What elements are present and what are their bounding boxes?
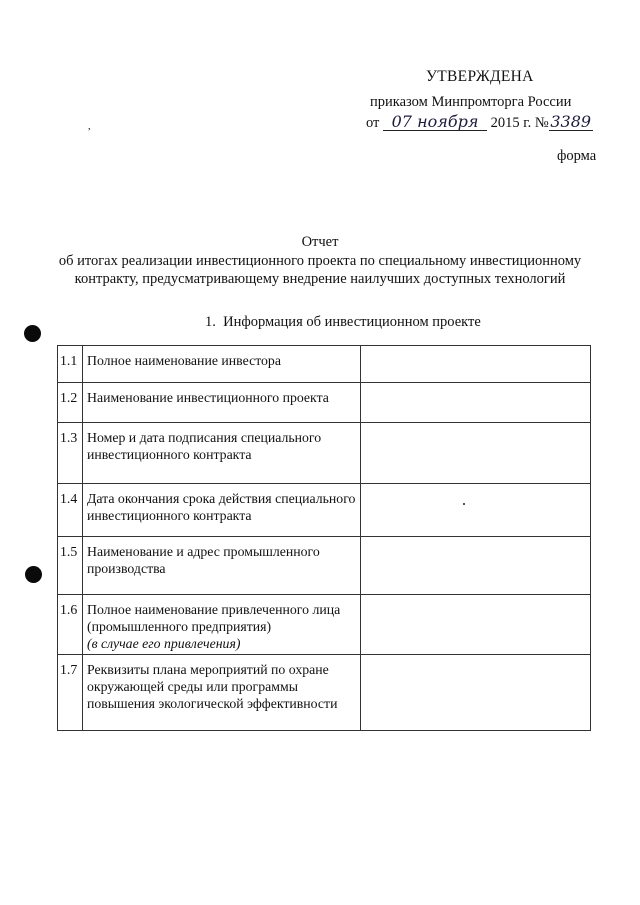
row-number: 1.5 xyxy=(58,537,83,595)
section-heading xyxy=(205,314,481,331)
row-number: 1.6 xyxy=(58,595,83,655)
date-prefix: от xyxy=(366,115,380,131)
table-row xyxy=(58,423,591,484)
row-number: 1.4 xyxy=(58,484,83,537)
handwritten-date: 07 ноября xyxy=(383,114,487,131)
stray-mark: , xyxy=(88,121,91,132)
row-label: Дата окончания срока действия специального инвестиционного контракта xyxy=(82,484,360,537)
row-label: Наименование инвестиционного проекта xyxy=(82,383,360,423)
table-row xyxy=(58,383,591,423)
section-title: Информация об инвестиционном проекте xyxy=(223,314,481,330)
report-subtitle-line-2: контракту, предусматривающему внедрение наилучших доступных технологий xyxy=(74,271,566,287)
row-value-cell xyxy=(361,346,591,383)
punch-hole-bottom xyxy=(25,566,42,583)
row-number: 1.1 xyxy=(58,346,83,383)
year-number-label: 2015 г. № xyxy=(490,115,549,131)
table-row xyxy=(58,595,591,655)
report-title: Отчет xyxy=(301,234,339,250)
row-value-cell xyxy=(361,383,591,423)
row-label: Полное наименование инвестора xyxy=(82,346,360,383)
row-number: 1.2 xyxy=(58,383,83,423)
row-value-cell xyxy=(361,423,591,484)
order-reference: приказом Минпромторга России xyxy=(370,94,572,110)
form-label: форма xyxy=(557,148,597,164)
row-label: Реквизиты плана мероприятий по охране окружающей среды или программы повышения экологической эффективности xyxy=(82,655,360,731)
investment-info-table xyxy=(57,345,591,731)
table-row xyxy=(58,655,591,731)
approved-heading: УТВЕРЖДЕНА xyxy=(426,68,534,85)
row-label-note: (в случае его привлечения) xyxy=(86,636,241,651)
row-label: Номер и дата подписания специального инвестиционного контракта xyxy=(82,423,360,484)
order-date-line xyxy=(366,114,593,132)
row-value-cell xyxy=(361,595,591,655)
row-value-cell xyxy=(361,655,591,731)
table-row xyxy=(58,537,591,595)
section-number: 1. xyxy=(205,314,216,330)
table-row xyxy=(58,484,591,537)
report-subtitle-line-1: об итогах реализации инвестиционного проекта по специальному инвестиционному xyxy=(58,253,582,269)
row-value-cell xyxy=(361,484,591,537)
table-row xyxy=(58,346,591,383)
row-label-text: Полное наименование привлеченного лица (промышленного предприятия) xyxy=(86,602,341,634)
punch-hole-top xyxy=(24,325,41,342)
row-label xyxy=(82,595,360,655)
row-label: Наименование и адрес промышленного производства xyxy=(82,537,360,595)
row-number: 1.3 xyxy=(58,423,83,484)
row-number: 1.7 xyxy=(58,655,83,731)
row-value-cell xyxy=(361,537,591,595)
handwritten-order-number: 3389 xyxy=(550,112,592,131)
